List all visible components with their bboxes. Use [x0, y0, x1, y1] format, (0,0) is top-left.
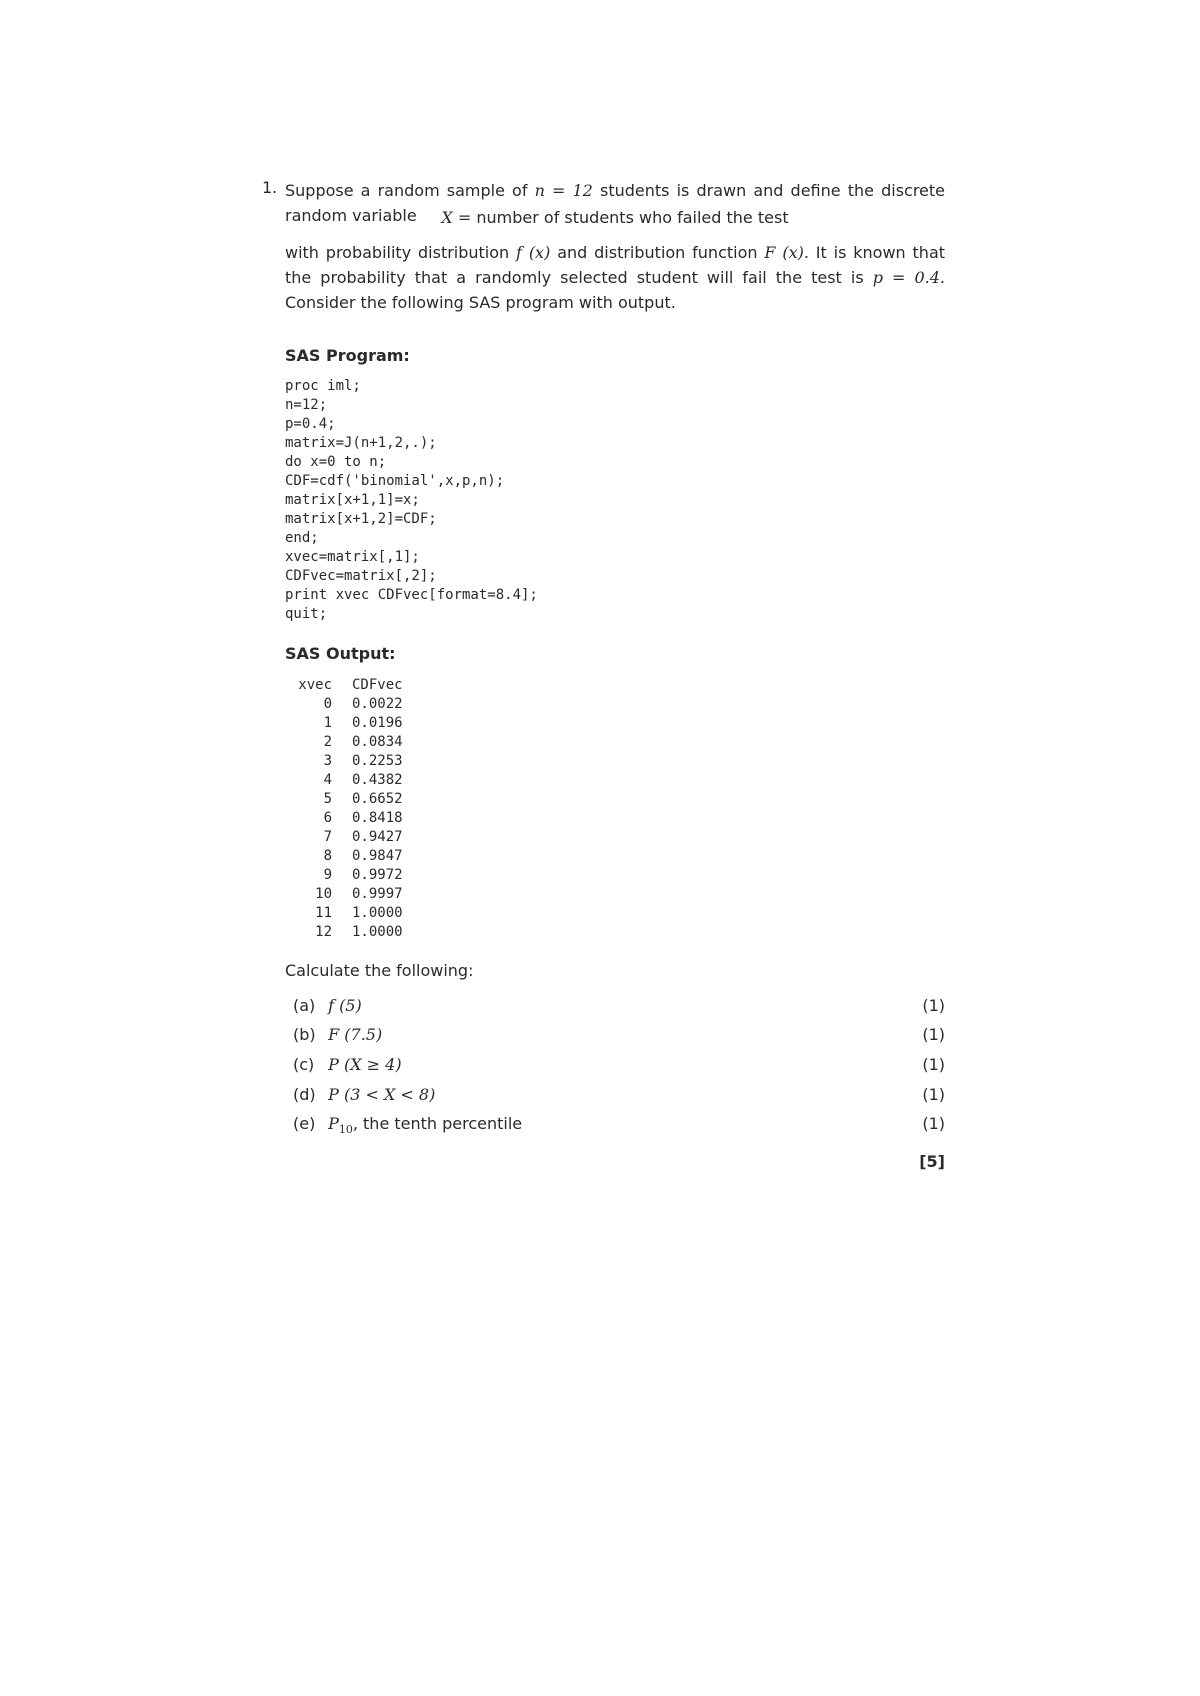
question-number: 1.: [262, 178, 278, 197]
definition-variable: X =: [441, 208, 472, 227]
subquestion-expression: F (7.5): [328, 1025, 383, 1044]
subquestion-expression: P (3 < X < 8): [328, 1085, 436, 1104]
cdf-cell: 1.0000: [352, 905, 403, 921]
total-marks: [5]: [919, 1152, 945, 1171]
subquestion-expression: f (5): [328, 996, 362, 1015]
subquestion-expression: P (X ≥ 4): [328, 1055, 402, 1074]
subquestion-label: (a): [293, 996, 316, 1015]
subquestion-d: [293, 1085, 945, 1107]
output-row: [290, 828, 403, 847]
subquestion-expression: P: [328, 1114, 339, 1133]
intro-equation: n = 12: [534, 181, 593, 200]
para-fx: f (x): [516, 243, 551, 262]
subquestion-marks: (1): [922, 1055, 945, 1074]
output-column-header: xvec: [298, 677, 332, 693]
output-header-row: [290, 676, 403, 695]
xvec-cell: 9: [323, 867, 332, 883]
xvec-cell: 11: [315, 905, 332, 921]
output-row: [290, 790, 403, 809]
xvec-cell: 7: [323, 829, 332, 845]
subquestion-label: (b): [293, 1025, 316, 1044]
cdf-cell: 0.9427: [352, 829, 403, 845]
para-part-d: Consider the following SAS program with output.: [285, 293, 676, 312]
subquestion-label: (c): [293, 1055, 315, 1074]
sas-program-heading: SAS Program:: [285, 346, 410, 365]
xvec-cell: 8: [323, 848, 332, 864]
intro-prefix: Suppose a random sample of: [285, 181, 528, 200]
xvec-cell: 2: [323, 734, 332, 750]
subquestion-text: , the tenth percentile: [352, 1114, 523, 1133]
subquestion-a: [293, 996, 945, 1018]
cdf-cell: 0.0834: [352, 734, 403, 750]
sas-output-heading: SAS Output:: [285, 644, 396, 663]
para-Fx: F (x).: [764, 243, 809, 262]
cdf-cell: 0.9972: [352, 867, 403, 883]
output-row: [290, 904, 403, 923]
cdf-cell: 0.6652: [352, 791, 403, 807]
sas-program-code: proc iml; n=12; p=0.4; matrix=J(n+1,2,.); do x=0 to n; CDF=cdf('binomial',x,p,n); matrix[x+1,1]=x; matrix[x+1,2]=CDF; end; xvec=matrix[,1]; CDFvec=matrix[,2]; print xvec CDFvec[format=8.4]; quit;: [285, 378, 538, 622]
xvec-cell: 6: [323, 810, 332, 826]
output-row: [290, 771, 403, 790]
output-column-header: CDFvec: [352, 677, 403, 693]
para-part-b: and distribution function: [557, 243, 758, 262]
cdf-cell: 1.0000: [352, 924, 403, 940]
output-row: [290, 752, 403, 771]
para-p: p = 0.4.: [872, 268, 945, 287]
xvec-cell: 4: [323, 772, 332, 788]
xvec-cell: 10: [315, 886, 332, 902]
xvec-cell: 3: [323, 753, 332, 769]
output-row: [290, 714, 403, 733]
subquestion-label: (e): [293, 1114, 316, 1133]
sas-output-table: [290, 676, 403, 942]
para-part-c: It is known that the probability that a randomly selected student will fail the test is: [285, 243, 946, 287]
subquestion-e: [293, 1114, 945, 1136]
output-row: [290, 733, 403, 752]
output-row: [290, 809, 403, 828]
xvec-cell: 5: [323, 791, 332, 807]
calculate-instruction: Calculate the following:: [285, 961, 474, 980]
xvec-cell: 1: [323, 715, 332, 731]
subquestion-marks: (1): [922, 1025, 945, 1044]
subquestion-subscript: 10: [338, 1123, 353, 1137]
definition-text: number of students who failed the test: [476, 208, 789, 227]
cdf-cell: 0.9847: [352, 848, 403, 864]
cdf-cell: 0.0196: [352, 715, 403, 731]
cdf-cell: 0.9997: [352, 886, 403, 902]
xvec-cell: 0: [323, 696, 332, 712]
subquestion-label: (d): [293, 1085, 316, 1104]
subquestion-b: [293, 1025, 945, 1047]
subquestion-marks: (1): [922, 1114, 945, 1133]
subquestion-c: [293, 1055, 945, 1077]
output-row: [290, 885, 403, 904]
cdf-cell: 0.0022: [352, 696, 403, 712]
intro-suffix: students is drawn and define the discrete random variable: [285, 181, 946, 225]
para-part-a: with probability distribution: [285, 243, 510, 262]
output-row: [290, 847, 403, 866]
question-paragraph: [285, 240, 945, 315]
xvec-cell: 12: [315, 924, 332, 940]
output-row: [290, 866, 403, 885]
cdf-cell: 0.2253: [352, 753, 403, 769]
output-row: [290, 923, 403, 942]
subquestion-marks: (1): [922, 996, 945, 1015]
random-variable-definition: [285, 208, 945, 227]
output-row: [290, 695, 403, 714]
cdf-cell: 0.4382: [352, 772, 403, 788]
cdf-cell: 0.8418: [352, 810, 403, 826]
subquestion-marks: (1): [922, 1085, 945, 1104]
